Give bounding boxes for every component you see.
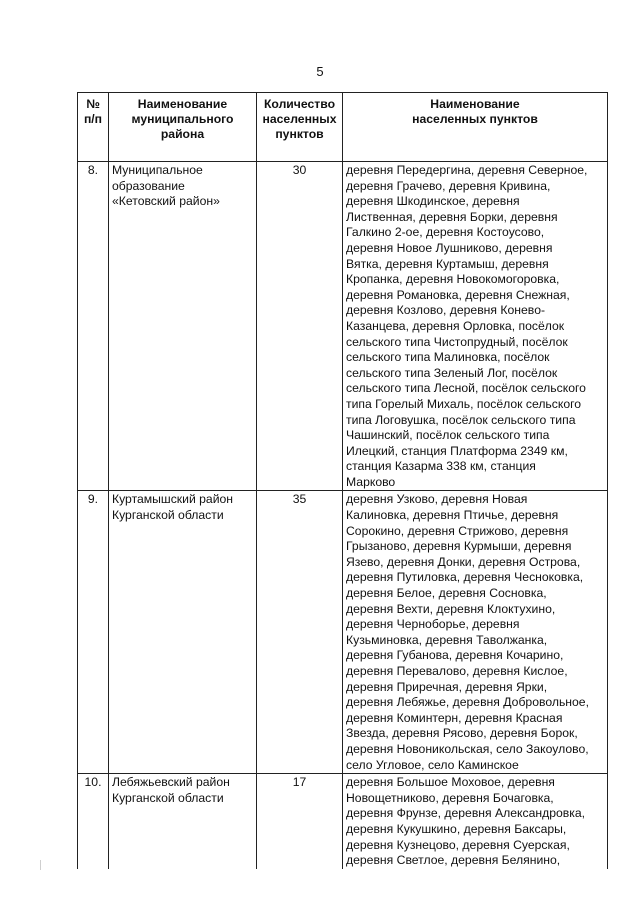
row-municipality: Лебяжьевский район Курганской области (109, 774, 257, 869)
row-count: 35 (257, 491, 343, 774)
header-places: Наименование населенных пунктов (343, 93, 608, 162)
header-num: № п/п (78, 93, 109, 162)
row-places: деревня Узково, деревня Новая Калиновка, деревня Птичье, деревня Сорокино, деревня Стрижово, деревня Грызаново, деревня Курмыши, деревня Язево, деревня Донки, деревня Острова, деревня Путиловка, деревня Чесноковка, деревня Белое, деревня Сосновка, деревня Вехти, деревня Клоктухино, деревня Черноборье, деревня Кузьминовка, деревня Таволжанка, деревня Губанова, деревня Кочарино, деревня Перевалово, деревня Кислое, деревня Приречная, деревня Ярки, деревня Лебяжье, деревня Добровольное, деревня Коминтерн, деревня Красная Звезда, деревня Рясово, деревня Борок, деревня Новоникольская, село Закоулово, село Угловое, село Каминское (343, 491, 608, 774)
table-row (78, 491, 608, 774)
row-num: 10. (78, 774, 109, 869)
page-number: 5 (316, 64, 324, 79)
header-count: Количество населенных пунктов (257, 93, 343, 162)
row-count: 17 (257, 774, 343, 869)
header-municipality: Наименование муниципального района (109, 93, 257, 162)
row-municipality: Муниципальное образование «Кетовский район» (109, 162, 257, 491)
row-count: 30 (257, 162, 343, 491)
scan-edge-mark (40, 860, 41, 870)
row-municipality: Куртамышский район Курганской области (109, 491, 257, 774)
row-num: 8. (78, 162, 109, 491)
settlements-table (77, 92, 608, 869)
row-num: 9. (78, 491, 109, 774)
table-row (78, 162, 608, 491)
table-header-row (78, 93, 608, 162)
row-places: деревня Передергина, деревня Северное, деревня Грачево, деревня Кривина, деревня Шкодинское, деревня Лиственная, деревня Борки, деревня Галкино 2-ое, деревня Костоусово, деревня Новое Лушниково, деревня Вятка, деревня Куртамыш, деревня Кропанка, деревня Новокомогоровка, деревня Романовка, деревня Снежная, деревня Козлово, деревня Коневo- Казанцева, деревня Орловка, посёлок сельского типа Чистопрудный, посёлок сельского типа Малиновка, посёлок сельского типа Зеленый Лог, посёлок сельского типа Лесной, посёлок сельского типа Горелый Михаль, посёлок сельского типа Логовушка, посёлок сельского типа Чашинский, посёлок сельского типа Илецкий, станция Платформа 2349 км, станция Казарма 338 км, станция Марково (343, 162, 608, 491)
table-row (78, 774, 608, 869)
row-places: деревня Большое Моховое, деревня Новощетниково, деревня Бочаговка, деревня Фрунзе, деревня Александровка, деревня Кукушкино, деревня Баксары, деревня Кузнецово, деревня Суерская, деревня Светлое, деревня Белянино, (343, 774, 608, 869)
